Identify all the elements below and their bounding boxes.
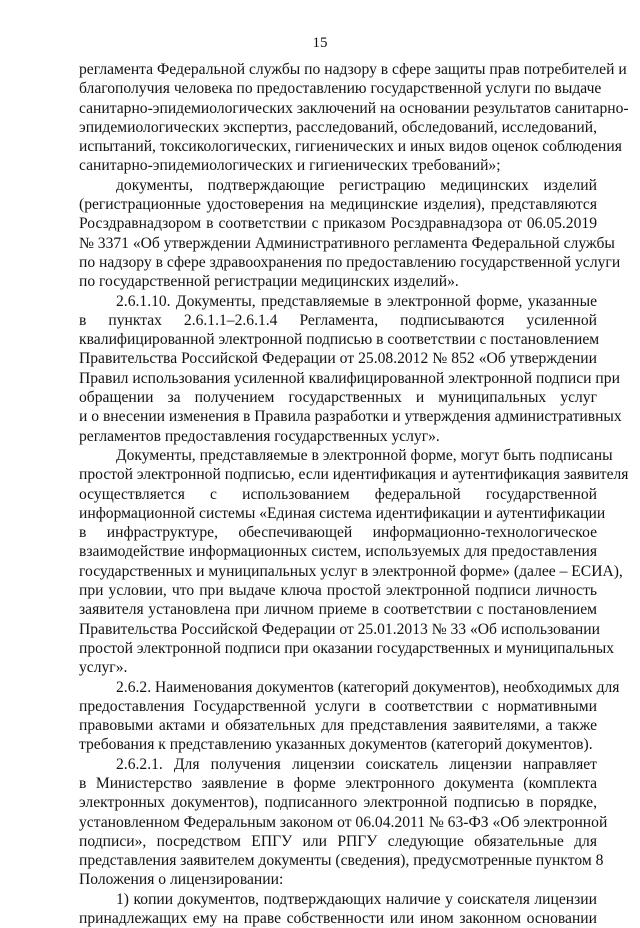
text-line: по государственной регистрации медицинских изделий». — [79, 273, 459, 291]
text-line: 2.6.2.1. Для получения лицензии соискатель лицензии направляет — [116, 755, 597, 773]
text-line: эпидемиологических экспертиз, расследований, обследований, исследований, — [79, 118, 597, 136]
text-line: в Министерство заявление в форме электронного документа (комплекта — [79, 774, 597, 792]
text-line: квалифицированной электронной подписью в соответствии с постановлением — [79, 331, 600, 349]
text-line: 2.6.2. Наименования документов (категорий документов), необходимых для — [116, 678, 620, 696]
text-line: при условии, что при выдаче ключа простой электронной подписи личность — [79, 582, 597, 600]
text-line: простой электронной подписью, если идентификация и аутентификация заявителя — [79, 466, 629, 484]
text-line: санитарно-эпидемиологических заключений на основании результатов санитарно- — [79, 99, 629, 117]
text-line: Документы, представляемые в электронной форме, могут быть подписаны — [116, 446, 613, 464]
text-line: и о внесении изменения в Правила разработки и утверждения административных — [79, 408, 622, 426]
text-line: в инфраструктуре, обеспечивающей информационно-технологическое — [79, 524, 597, 542]
text-line: Правительства Российской Федерации от 25.01.2013 № 33 «Об использовании — [79, 620, 600, 638]
text-line: услуг». — [79, 659, 128, 677]
text-line: установленном Федеральным законом от 06.04.2011 № 63-ФЗ «Об электронной — [79, 813, 608, 831]
page-number: 15 — [312, 35, 328, 51]
text-line: заявителя установлена при личном приеме в соответствии с постановлением — [79, 601, 597, 619]
text-line: Правительства Российской Федерации от 25.08.2012 № 852 «Об утверждении — [79, 350, 597, 368]
text-line: испытаний, токсикологических, гигиенических и иных видов оценок соблюдения — [79, 138, 622, 156]
text-line: государственных и муниципальных услуг в электронной форме» (далее – ЕСИА), — [79, 562, 623, 580]
text-line: осуществляется с использованием федеральной государственной — [79, 485, 597, 503]
text-line: документы, подтверждающие регистрацию медицинских изделий — [116, 176, 597, 194]
text-line: электронных документов), подписанного электронной подписью в порядке, — [79, 794, 597, 812]
document-body — [79, 60, 629, 928]
paragraph — [79, 890, 597, 928]
text-line: обращении за получением государственных и муниципальных услуг — [79, 389, 597, 407]
text-line: взаимодействие информационных систем, используемых для предоставления — [79, 543, 597, 561]
paragraph — [79, 176, 621, 292]
text-line: Правил использования усиленной квалифицированной электронной подписи при — [79, 369, 620, 387]
text-line: благополучия человека по предоставлению государственной услуги по выдаче — [79, 80, 602, 98]
text-line: информационной системы «Единая система идентификации и аутентификации — [79, 504, 606, 522]
paragraph — [79, 60, 629, 176]
text-line: по надзору в сфере здравоохранения по предоставлению государственной услуги — [79, 253, 621, 271]
paragraph — [79, 678, 620, 755]
text-line: подписи», посредством ЕПГУ или РПГУ следующие обязательные для — [79, 832, 597, 850]
text-line: (регистрационные удостоверения на медицинские изделия), представляются — [79, 196, 597, 214]
text-line: представления заявителем документы (сведения), предусмотренные пунктом 8 — [79, 852, 604, 870]
text-line: регламента Федеральной службы по надзору в сфере защиты прав потребителей и — [79, 61, 627, 78]
text-line: регламентов предоставления государственных услуг». — [79, 427, 440, 445]
text-line: принадлежащих ему на праве собственности или ином законном основании — [79, 910, 597, 928]
paragraph — [79, 446, 629, 678]
text-line: предоставления Государственной услуги в соответствии с нормативными — [79, 697, 597, 715]
text-line: 1) копии документов, подтверждающих наличие у соискателя лицензии — [116, 890, 597, 908]
text-line: 2.6.1.10. Документы, представляемые в электронной форме, указанные — [116, 292, 597, 310]
text-line: требования к представлению указанных документов (категорий документов). — [79, 736, 593, 754]
text-line: в пунктах 2.6.1.1–2.6.1.4 Регламента, подписываются усиленной — [79, 311, 597, 329]
text-line: Росздравнадзором в соответствии с приказом Росздравнадзора от 06.05.2019 — [79, 215, 597, 233]
text-line: Положения о лицензировании: — [79, 871, 284, 889]
paragraph — [79, 292, 622, 446]
text-line: № 3371 «Об утверждении Административного регламента Федеральной службы — [79, 234, 615, 252]
text-line: простой электронной подписи при оказании государственных и муниципальных — [79, 639, 615, 657]
text-line: правовыми актами и обязательных для представления заявителями, а также — [79, 717, 597, 735]
text-line: санитарно-эпидемиологических и гигиенических требований»; — [79, 157, 501, 175]
paragraph — [79, 755, 608, 890]
